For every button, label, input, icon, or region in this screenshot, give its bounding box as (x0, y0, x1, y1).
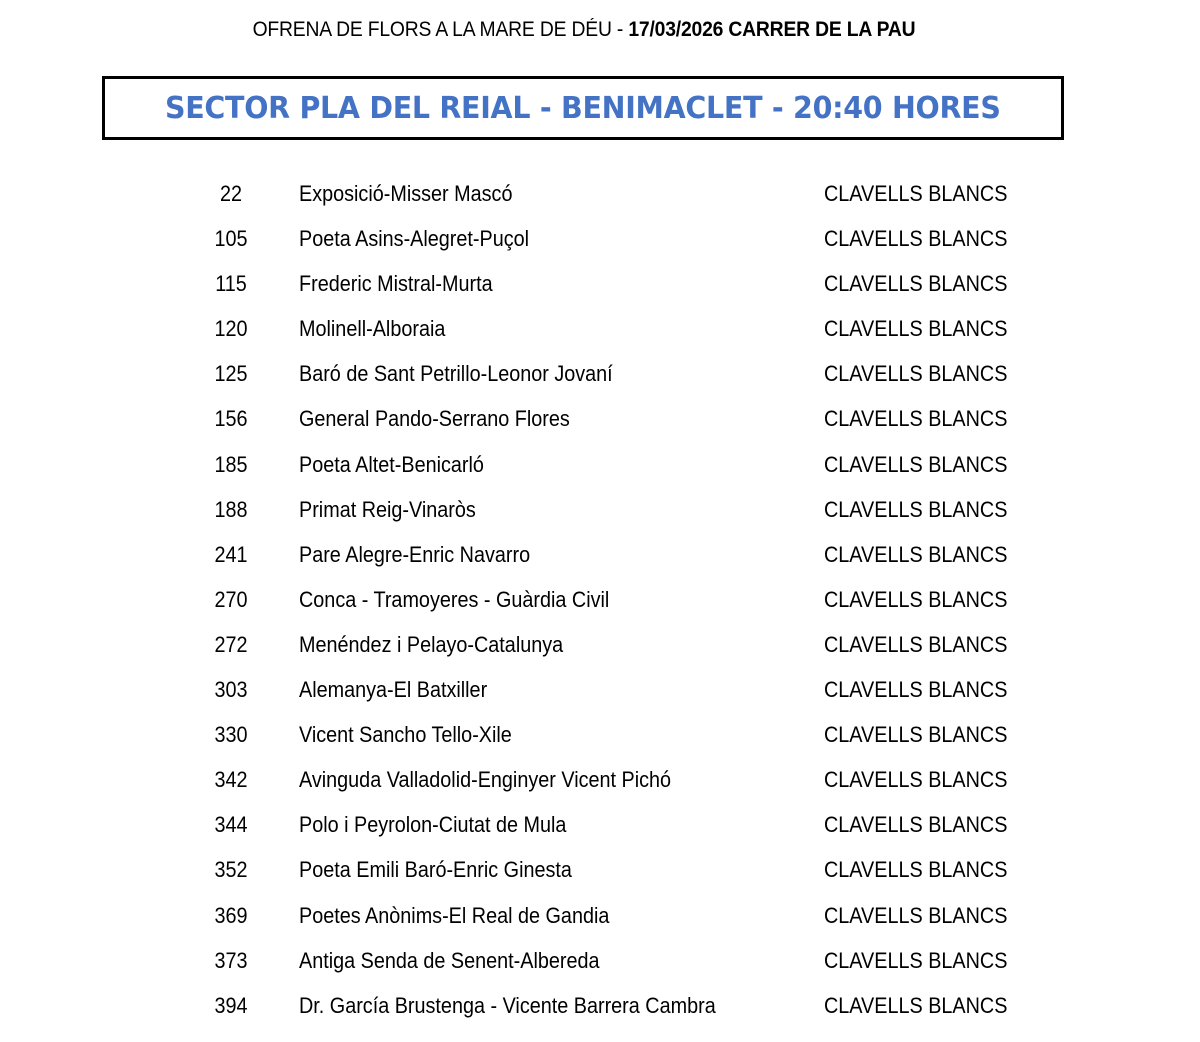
list-item (0, 262, 1200, 307)
list-item (0, 894, 1200, 939)
commission-number: 373 (214, 947, 248, 973)
flower-type: CLAVELLS BLANCS (824, 767, 1008, 793)
list-item (0, 352, 1200, 397)
commission-street: Molinell-Alboraia (299, 316, 446, 342)
flower-type: CLAVELLS BLANCS (824, 902, 1008, 928)
commission-street: Poeta Emili Baró-Enric Ginesta (299, 857, 572, 883)
commission-number: 369 (214, 902, 248, 928)
commission-street: Frederic Mistral-Murta (299, 271, 493, 297)
commission-number: 115 (215, 271, 247, 297)
document-header (47, 18, 1122, 42)
flower-type: CLAVELLS BLANCS (824, 947, 1008, 973)
list-item (0, 939, 1200, 984)
flower-type: CLAVELLS BLANCS (824, 361, 1008, 387)
commission-street: Baró de Sant Petrillo-Leonor Jovaní (299, 361, 613, 387)
commission-street: Primat Reig-Vinaròs (299, 496, 476, 522)
list-item (0, 713, 1200, 758)
flower-type: CLAVELLS BLANCS (824, 541, 1008, 567)
flower-type: CLAVELLS BLANCS (824, 406, 1008, 432)
commission-number: 330 (214, 722, 248, 748)
flower-type: CLAVELLS BLANCS (824, 631, 1008, 657)
commission-street: Alemanya-El Batxiller (299, 677, 488, 703)
commission-number: 156 (214, 406, 248, 432)
commission-street: Avinguda Valladolid-Enginyer Vicent Pichó (299, 767, 672, 793)
flower-type: CLAVELLS BLANCS (824, 722, 1008, 748)
sector-box (102, 76, 1064, 140)
flower-type: CLAVELLS BLANCS (824, 451, 1008, 477)
commission-number: 394 (214, 992, 248, 1018)
commission-street: Polo i Peyrolon-Ciutat de Mula (299, 812, 567, 838)
commission-number: 125 (214, 361, 248, 387)
commission-street: General Pando-Serrano Flores (299, 406, 570, 432)
commission-number: 185 (214, 451, 248, 477)
flower-type: CLAVELLS BLANCS (824, 316, 1008, 342)
commission-number: 342 (214, 767, 248, 793)
list-item (0, 623, 1200, 668)
commission-number: 188 (214, 496, 248, 522)
commission-street: Pare Alegre-Enric Navarro (299, 541, 531, 567)
list-item (0, 443, 1200, 488)
commission-number: 241 (214, 541, 248, 567)
commission-number: 120 (214, 316, 248, 342)
commission-street: Antiga Senda de Senent-Albereda (299, 947, 600, 973)
list-item (0, 533, 1200, 578)
list-item (0, 758, 1200, 803)
commission-street: Menéndez i Pelayo-Catalunya (299, 631, 564, 657)
commission-number: 22 (219, 181, 243, 206)
list-item (0, 848, 1200, 893)
flower-type: CLAVELLS BLANCS (824, 226, 1008, 252)
commission-street: Exposició-Misser Mascó (299, 181, 513, 206)
flower-type: CLAVELLS BLANCS (824, 677, 1008, 703)
commission-street: Vicent Sancho Tello-Xile (299, 722, 512, 748)
list-item (0, 578, 1200, 623)
commission-number: 303 (214, 677, 248, 703)
sector-title: SECTOR PLA DEL REIAL - BENIMACLET - 20:40 HORES (165, 90, 1001, 126)
list-item (0, 172, 1200, 217)
commission-street: Dr. García Brustenga - Vicente Barrera Cambra (299, 992, 716, 1018)
list-item (0, 488, 1200, 533)
commission-number: 344 (214, 812, 248, 838)
commission-number: 352 (214, 857, 248, 883)
flower-type: CLAVELLS BLANCS (824, 181, 1008, 206)
flower-type: CLAVELLS BLANCS (824, 812, 1008, 838)
flower-type: CLAVELLS BLANCS (824, 857, 1008, 883)
flower-type: CLAVELLS BLANCS (824, 496, 1008, 522)
list-item (0, 984, 1200, 1029)
commission-list (0, 172, 1200, 1029)
list-item (0, 803, 1200, 848)
commission-street: Conca - Tramoyeres - Guàrdia Civil (299, 586, 610, 612)
commission-number: 105 (214, 226, 248, 252)
commission-number: 272 (214, 631, 248, 657)
list-item (0, 217, 1200, 262)
header-date-place: 17/03/2026 CARRER DE LA PAU (628, 18, 916, 41)
list-item (0, 307, 1200, 352)
commission-number: 270 (214, 586, 248, 612)
commission-street: Poeta Asins-Alegret-Puçol (299, 226, 530, 252)
flower-type: CLAVELLS BLANCS (824, 586, 1008, 612)
list-item (0, 397, 1200, 442)
list-item (0, 668, 1200, 713)
flower-type: CLAVELLS BLANCS (824, 992, 1008, 1018)
flower-type: CLAVELLS BLANCS (824, 271, 1008, 297)
header-prefix: OFRENA DE FLORS A LA MARE DE DÉU - (252, 18, 629, 41)
commission-street: Poeta Altet-Benicarló (299, 451, 484, 477)
commission-street: Poetes Anònims-El Real de Gandia (299, 902, 610, 928)
